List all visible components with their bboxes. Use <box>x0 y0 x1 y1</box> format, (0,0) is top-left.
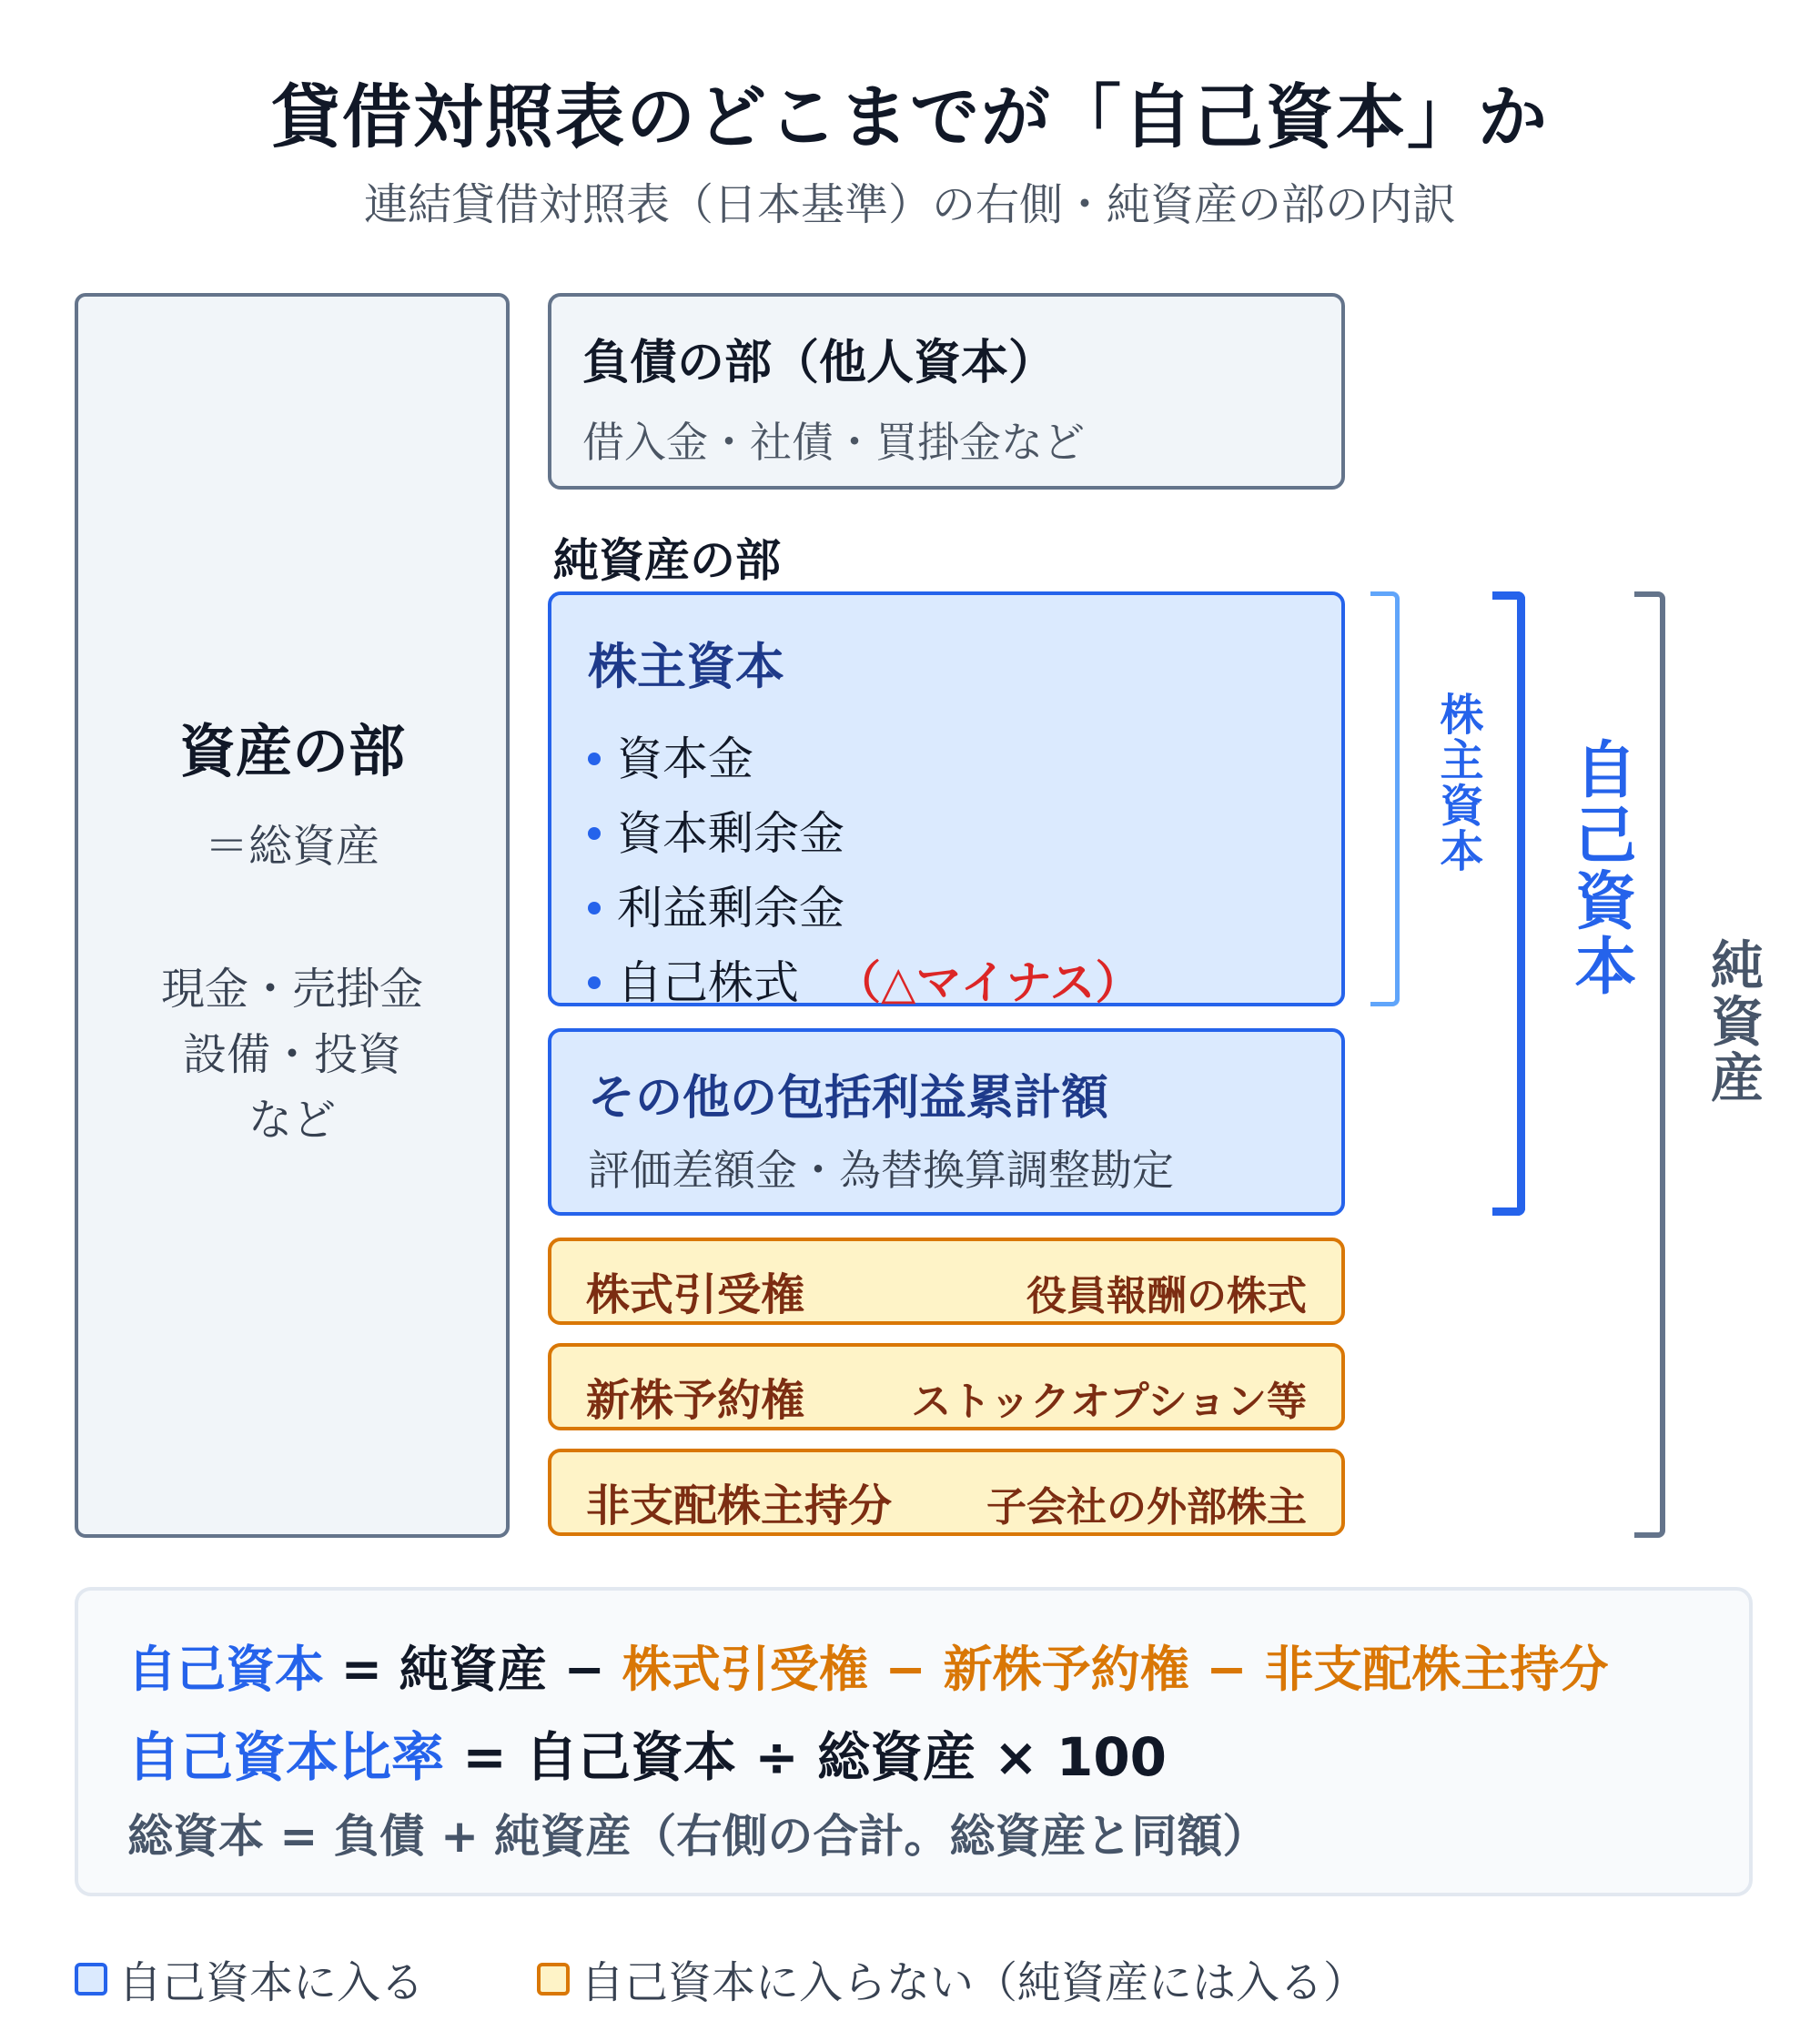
excluded-item-title: 新株予約権 <box>586 1375 805 1426</box>
shareholders-equity-box <box>548 591 1345 1009</box>
excluded-item-title: 株式引受権 <box>586 1269 805 1320</box>
assets-example-2: 設備・投資 <box>182 1029 401 1080</box>
excluded-item-box <box>548 1343 1345 1430</box>
equity-bracket-label: 自己資本 <box>1564 737 1636 999</box>
bullet-icon <box>588 976 601 989</box>
liabilities-title: 負債の部（他人資本） <box>582 336 1057 390</box>
assets-title: 資産の部 <box>178 718 405 784</box>
shareholders-equity-bracket <box>1370 591 1400 1006</box>
legend-excluded: 自己資本に入らない（純資産には入る） <box>537 1947 1367 2010</box>
liabilities-examples: 借入金・社債・買掛金など <box>582 418 1085 467</box>
excluded-item-box <box>548 1449 1345 1536</box>
treasury-stock-note: （△マイナス） <box>835 956 1141 1009</box>
orange-swatch-icon <box>537 1963 570 1996</box>
legend-included: 自己資本に入る <box>75 1947 424 2010</box>
total-capital-formula: 総資本 = 負債 + 純資産（右側の合計。総資産と同額） <box>127 1810 1269 1863</box>
assets-box <box>75 293 510 1538</box>
equity-formula: 自己資本 = 純資産 − 株式引受権 − 新株予約権 − 非支配株主持分 <box>127 1641 1609 1698</box>
excluded-item-note: ストックオプション等 <box>911 1379 1307 1425</box>
page-subtitle: 連結貸借対照表（日本基準）の右側・純資産の部の内訳 <box>363 179 1456 230</box>
blue-swatch-icon <box>75 1963 107 1996</box>
page-title: 貸借対照表のどこまでが「自己資本」か <box>271 76 1549 157</box>
assets-example-1: 現金・売掛金 <box>160 964 423 1015</box>
equity-ratio-formula: 自己資本比率 = 自己資本 ÷ 総資産 × 100 <box>127 1726 1168 1788</box>
excluded-item-note: 子会社の外部株主 <box>986 1484 1307 1531</box>
liabilities-box <box>548 293 1345 490</box>
bullet-icon <box>588 753 601 765</box>
net-assets-label: 純資産の部 <box>553 534 781 587</box>
assets-subtitle: ＝総資産 <box>204 821 379 872</box>
excluded-item-note: 役員報酬の株式 <box>1026 1273 1307 1319</box>
equity-item: 資本剰余金 <box>588 797 844 863</box>
net-assets-bracket-label: 純資産 <box>1702 937 1764 1106</box>
aoci-examples: 評価差額金・為替換算調整勘定 <box>588 1146 1174 1195</box>
equity-bracket <box>1492 591 1525 1216</box>
bullet-icon <box>588 827 601 840</box>
assets-example-3: など <box>248 1095 336 1146</box>
equity-item: 利益剰余金 <box>588 872 844 937</box>
bullet-icon <box>588 902 601 914</box>
aoci-box <box>548 1028 1345 1216</box>
excluded-item-title: 非支配株主持分 <box>586 1480 893 1531</box>
aoci-title: その他の包括利益累計額 <box>588 1071 1109 1126</box>
equity-item: 自己株式 （△マイナス） <box>588 946 1140 1012</box>
excluded-item-box <box>548 1238 1345 1325</box>
net-assets-bracket <box>1634 591 1665 1538</box>
equity-item: 資本金 <box>588 722 753 788</box>
shareholders-equity-title: 株主資本 <box>588 638 784 695</box>
shareholders-equity-bracket-label: 株主資本 <box>1432 692 1483 874</box>
formula-box <box>75 1587 1753 1896</box>
